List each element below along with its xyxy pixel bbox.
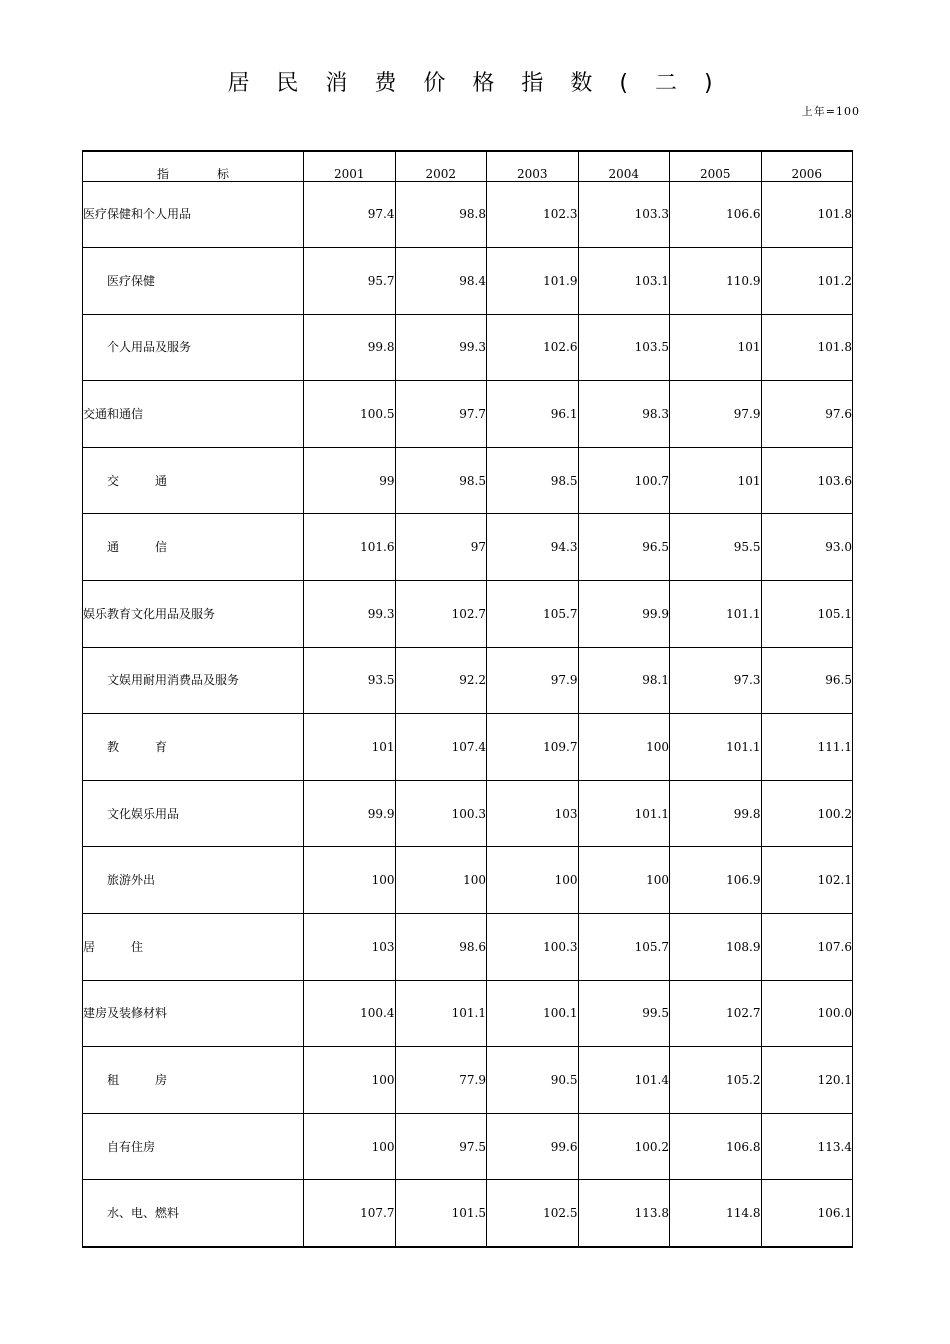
table-row	[83, 514, 853, 581]
row-label: 居 住	[83, 914, 304, 981]
row-label: 文娱用耐用消费品及服务	[83, 647, 304, 714]
table-row	[83, 181, 853, 248]
value-cell: 100.3	[487, 914, 579, 981]
value-cell: 111.1	[761, 714, 853, 781]
table-row	[83, 314, 853, 381]
value-cell: 90.5	[487, 1047, 579, 1114]
value-cell: 101.1	[578, 780, 670, 847]
value-cell: 92.2	[395, 647, 487, 714]
value-cell: 106.8	[670, 1113, 762, 1180]
header-year: 2006	[761, 151, 853, 181]
value-cell: 103.5	[578, 314, 670, 381]
value-cell: 99.8	[304, 314, 396, 381]
value-cell: 98.3	[578, 381, 670, 448]
value-cell: 99.5	[578, 980, 670, 1047]
value-cell: 109.7	[487, 714, 579, 781]
value-cell: 96.1	[487, 381, 579, 448]
table-row	[83, 780, 853, 847]
value-cell: 101.8	[761, 314, 853, 381]
value-cell: 97.3	[670, 647, 762, 714]
value-cell: 102.7	[395, 581, 487, 648]
row-label: 医疗保健	[83, 248, 304, 315]
value-cell: 77.9	[395, 1047, 487, 1114]
row-label: 水、电、燃料	[83, 1180, 304, 1247]
value-cell: 99	[304, 447, 396, 514]
value-cell: 100	[395, 847, 487, 914]
value-cell: 99.6	[487, 1113, 579, 1180]
table-row	[83, 447, 853, 514]
value-cell: 108.9	[670, 914, 762, 981]
value-cell: 97.9	[670, 381, 762, 448]
row-label: 建房及装修材料	[83, 980, 304, 1047]
value-cell: 100	[487, 847, 579, 914]
value-cell: 98.6	[395, 914, 487, 981]
value-cell: 114.8	[670, 1180, 762, 1247]
value-cell: 120.1	[761, 1047, 853, 1114]
value-cell: 102.7	[670, 980, 762, 1047]
value-cell: 113.8	[578, 1180, 670, 1247]
value-cell: 103.3	[578, 181, 670, 248]
value-cell: 100.2	[578, 1113, 670, 1180]
value-cell: 94.3	[487, 514, 579, 581]
value-cell: 101.1	[670, 581, 762, 648]
value-cell: 100.5	[304, 381, 396, 448]
table-row	[83, 847, 853, 914]
value-cell: 95.5	[670, 514, 762, 581]
header-year: 2003	[487, 151, 579, 181]
header-year: 2004	[578, 151, 670, 181]
row-label: 通 信	[83, 514, 304, 581]
value-cell: 102.3	[487, 181, 579, 248]
value-cell: 101.9	[487, 248, 579, 315]
value-cell: 106.6	[670, 181, 762, 248]
row-label: 医疗保健和个人用品	[83, 181, 304, 248]
value-cell: 98.1	[578, 647, 670, 714]
value-cell: 100	[304, 1113, 396, 1180]
value-cell: 105.7	[487, 581, 579, 648]
value-cell: 97.9	[487, 647, 579, 714]
value-cell: 96.5	[761, 647, 853, 714]
row-label: 自有住房	[83, 1113, 304, 1180]
value-cell: 96.5	[578, 514, 670, 581]
value-cell: 100.7	[578, 447, 670, 514]
value-cell: 102.5	[487, 1180, 579, 1247]
value-cell: 99.9	[578, 581, 670, 648]
table-row	[83, 1047, 853, 1114]
row-label: 教 育	[83, 714, 304, 781]
table-row	[83, 1180, 853, 1247]
cpi-table	[82, 150, 853, 1248]
table-row	[83, 248, 853, 315]
value-cell: 100.0	[761, 980, 853, 1047]
value-cell: 100.2	[761, 780, 853, 847]
header-row	[83, 151, 853, 181]
value-cell: 99.3	[395, 314, 487, 381]
value-cell: 99.8	[670, 780, 762, 847]
value-cell: 103	[487, 780, 579, 847]
value-cell: 97.6	[761, 381, 853, 448]
value-cell: 107.7	[304, 1180, 396, 1247]
value-cell: 101	[670, 447, 762, 514]
value-cell: 97.4	[304, 181, 396, 248]
value-cell: 98.4	[395, 248, 487, 315]
row-label: 交 通	[83, 447, 304, 514]
row-label: 娱乐教育文化用品及服务	[83, 581, 304, 648]
table-row	[83, 714, 853, 781]
value-cell: 100.1	[487, 980, 579, 1047]
value-cell: 107.6	[761, 914, 853, 981]
table-row	[83, 1113, 853, 1180]
table-row	[83, 647, 853, 714]
table-row	[83, 980, 853, 1047]
value-cell: 101.1	[395, 980, 487, 1047]
header-year: 2001	[304, 151, 396, 181]
value-cell: 103.6	[761, 447, 853, 514]
value-cell: 101.6	[304, 514, 396, 581]
value-cell: 101.8	[761, 181, 853, 248]
value-cell: 97.5	[395, 1113, 487, 1180]
value-cell: 103.1	[578, 248, 670, 315]
row-label: 租 房	[83, 1047, 304, 1114]
value-cell: 100	[304, 1047, 396, 1114]
value-cell: 99.9	[304, 780, 396, 847]
row-label: 旅游外出	[83, 847, 304, 914]
page-title: 居 民 消 费 价 格 指 数 ( 二 )	[227, 71, 723, 96]
value-cell: 97	[395, 514, 487, 581]
value-cell: 100	[578, 847, 670, 914]
value-cell: 102.1	[761, 847, 853, 914]
value-cell: 100	[578, 714, 670, 781]
value-cell: 106.1	[761, 1180, 853, 1247]
value-cell: 110.9	[670, 248, 762, 315]
value-cell: 95.7	[304, 248, 396, 315]
table-row	[83, 914, 853, 981]
base-year-note: 上年=100	[801, 105, 860, 118]
value-cell: 101.4	[578, 1047, 670, 1114]
value-cell: 101.1	[670, 714, 762, 781]
header-year: 2005	[670, 151, 762, 181]
row-label: 交通和通信	[83, 381, 304, 448]
value-cell: 113.4	[761, 1113, 853, 1180]
value-cell: 98.8	[395, 181, 487, 248]
value-cell: 105.2	[670, 1047, 762, 1114]
value-cell: 101	[304, 714, 396, 781]
value-cell: 100	[304, 847, 396, 914]
value-cell: 102.6	[487, 314, 579, 381]
value-cell: 106.9	[670, 847, 762, 914]
value-cell: 107.4	[395, 714, 487, 781]
value-cell: 98.5	[487, 447, 579, 514]
value-cell: 105.1	[761, 581, 853, 648]
value-cell: 100.4	[304, 980, 396, 1047]
value-cell: 99.3	[304, 581, 396, 648]
row-label: 文化娱乐用品	[83, 780, 304, 847]
value-cell: 105.7	[578, 914, 670, 981]
value-cell: 101.5	[395, 1180, 487, 1247]
value-cell: 97.7	[395, 381, 487, 448]
table-row	[83, 381, 853, 448]
value-cell: 103	[304, 914, 396, 981]
value-cell: 101.2	[761, 248, 853, 315]
value-cell: 100.3	[395, 780, 487, 847]
header-year: 2002	[395, 151, 487, 181]
value-cell: 93.0	[761, 514, 853, 581]
value-cell: 98.5	[395, 447, 487, 514]
value-cell: 101	[670, 314, 762, 381]
header-indicator: 指 标	[83, 151, 304, 181]
table-row	[83, 581, 853, 648]
value-cell: 93.5	[304, 647, 396, 714]
row-label: 个人用品及服务	[83, 314, 304, 381]
